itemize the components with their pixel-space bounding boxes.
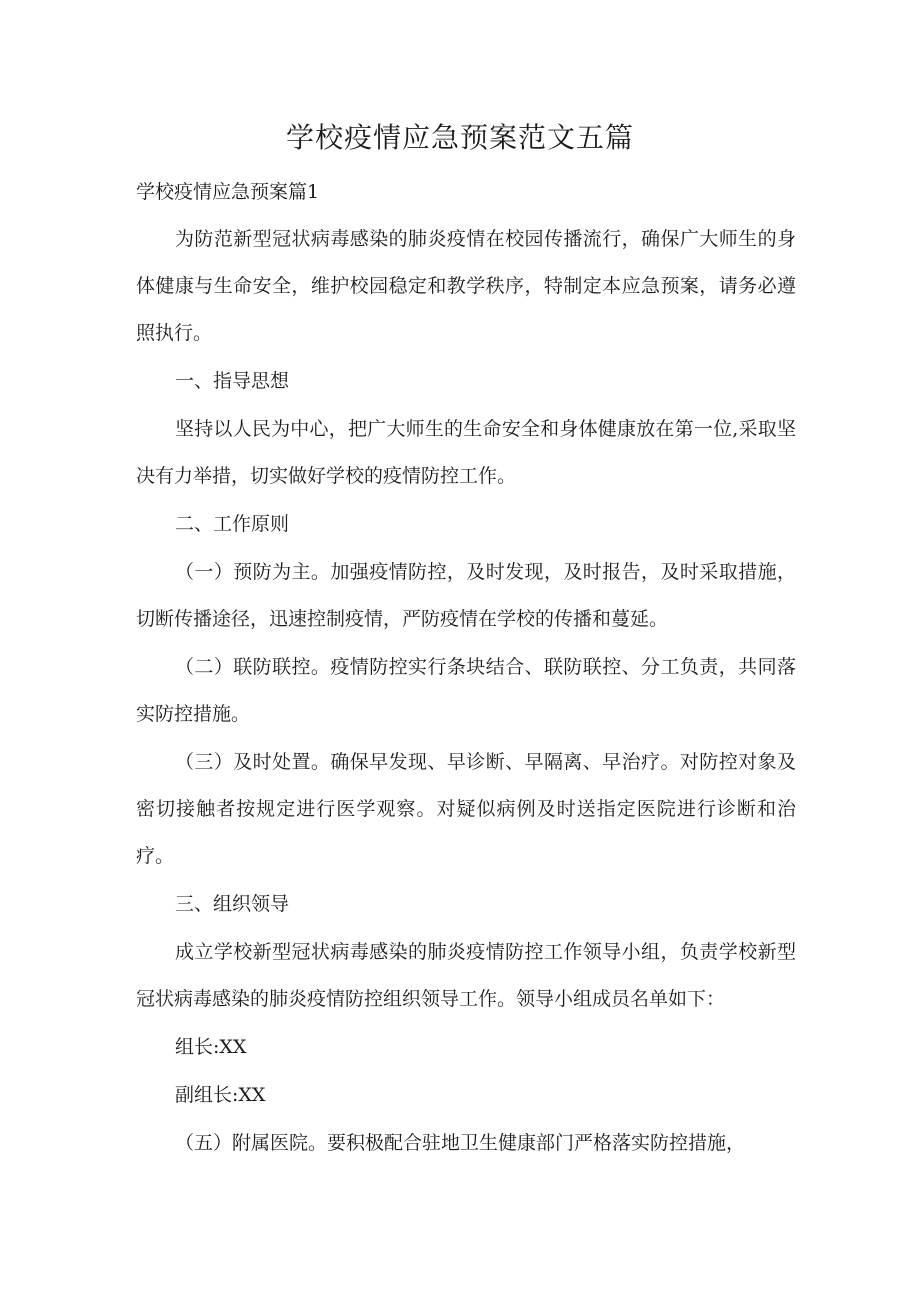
paragraph-leader: 组长:XX — [175, 1036, 247, 1058]
heading-organization: 三、组织领导 — [175, 893, 290, 915]
section-subtitle: 学校疫情应急预案篇1 — [136, 181, 320, 203]
document-title: 学校疫情应急预案范文五篇 — [285, 121, 634, 154]
paragraph-intro: 为防范新型冠状病毒感染的肺炎疫情在校园传播流行，确保广大师生的身体健康与生命安全，维护校园稳定和教学秩序，特制定本应急预案，请务必遵照执行。 — [136, 228, 796, 344]
paragraph-principle-3: （三）及时处置。确保早发现、早诊断、早隔离、早治疗。对防控对象及密切接触者按规定进行医学观察。对疑似病例及时送指定医院进行诊断和治疗。 — [136, 751, 796, 867]
paragraph-deputy-leader: 副组长:XX — [175, 1084, 266, 1106]
paragraph-organization: 成立学校新型冠状病毒感染的肺炎疫情防控工作领导小组，负责学校新型冠状病毒感染的肺炎疫情防控组织领导工作。领导小组成员名单如下： — [136, 941, 796, 1010]
paragraph-principle-2: （二）联防联控。疫情防控实行条块结合、联防联控、分工负责，共同落实防控措施。 — [136, 656, 796, 725]
paragraph-affiliated-hospital: （五）附属医院。要积极配合驻地卫生健康部门严格落实防控措施， — [175, 1132, 746, 1154]
heading-guiding-ideology: 一、指导思想 — [175, 370, 290, 392]
heading-work-principles: 二、工作原则 — [175, 513, 290, 535]
paragraph-principle-1: （一）预防为主。加强疫情防控，及时发现，及时报告，及时采取措施，切断传播途径，迅速控制疫情，严防疫情在学校的传播和蔓延。 — [136, 561, 796, 630]
paragraph-guiding-ideology: 坚持以人民为中心，把广大师生的生命安全和身体健康放在第一位,采取坚决有力举措，切实做好学校的疫情防控工作。 — [136, 418, 796, 487]
document-body — [136, 216, 796, 1167]
